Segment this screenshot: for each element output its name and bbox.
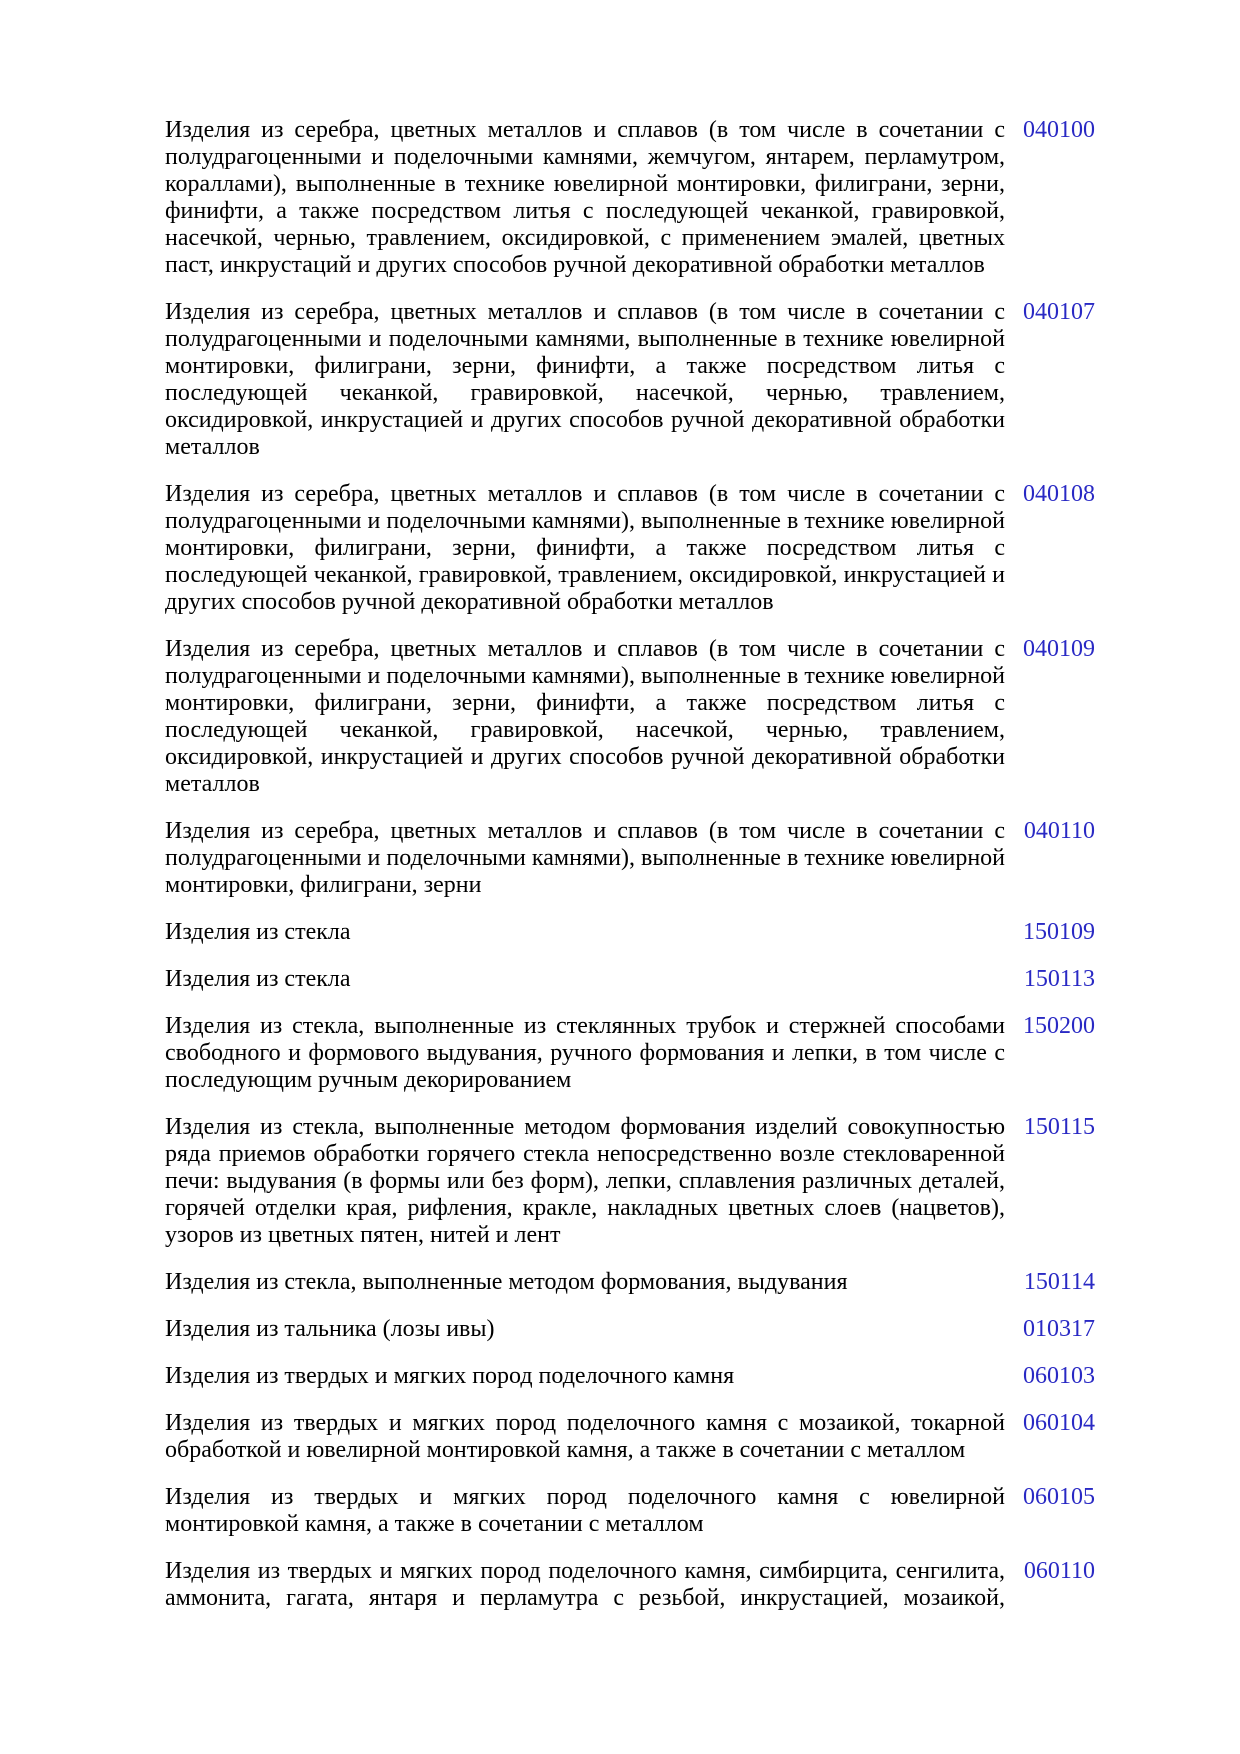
entry-code-link[interactable]: 060103 [1023, 1363, 1095, 1389]
catalog-entry [165, 1558, 1095, 1612]
catalog-entry [165, 1114, 1095, 1249]
entry-code-link[interactable]: 150115 [1023, 1114, 1095, 1140]
entry-code-link[interactable]: 040108 [1023, 481, 1095, 507]
entry-description: Изделия из твердых и мягких пород поделочного камня [165, 1363, 735, 1389]
catalog-entry [165, 818, 1095, 899]
entry-description: Изделия из стекла [165, 919, 351, 945]
entry-description: Изделия из твердых и мягких пород поделочного камня с ювелирной монтировкой камня, а также в сочетании с металлом [165, 1484, 1005, 1537]
entry-description: Изделия из твердых и мягких пород поделочного камня, симбирцита, сенгилита, аммонита, гагата, янтаря и перламутра с резьбой, инкрустацией, мозаикой, [165, 1558, 1005, 1611]
catalog-entry [165, 1316, 1095, 1343]
entry-description: Изделия из серебра, цветных металлов и сплавов (в том числе в сочетании с полудрагоценными и поделочными камнями), выполненные в технике ювелирной монтировки, филиграни, зерни, финифти, а также посредством литья с последующей чеканкой, гравировкой, насечкой, чернью, травлением, оксидировкой, инкрустацией и других способов ручной декоративной обработки металлов [165, 636, 1005, 797]
entry-code-link[interactable]: 060105 [1023, 1484, 1095, 1510]
catalog-entries-list [165, 117, 1095, 1612]
entry-code-link[interactable]: 040100 [1023, 117, 1095, 143]
catalog-entry [165, 1363, 1095, 1390]
catalog-entry [165, 1013, 1095, 1094]
catalog-entry [165, 966, 1095, 993]
catalog-entry [165, 1410, 1095, 1464]
entry-description: Изделия из стекла, выполненные из стеклянных трубок и стержней способами свободного и формового выдувания, ручного формования и лепки, в том числе с последующим ручным декорированием [165, 1013, 1005, 1093]
entry-code-link[interactable]: 150114 [1023, 1269, 1095, 1295]
entry-code-link[interactable]: 150109 [1023, 919, 1095, 945]
entry-code-link[interactable]: 040110 [1023, 818, 1095, 844]
entry-description: Изделия из серебра, цветных металлов и сплавов (в том числе в сочетании с полудрагоценными и поделочными камнями), выполненные в технике ювелирной монтировки, филиграни, зерни, финифти, а также посредством литья с последующей чеканкой, гравировкой, травлением, оксидировкой, инкрустацией и других способов ручной декоративной обработки металлов [165, 481, 1005, 615]
catalog-entry [165, 481, 1095, 616]
entry-description: Изделия из стекла [165, 966, 351, 992]
entry-code-link[interactable]: 060110 [1023, 1558, 1095, 1584]
entry-code-link[interactable]: 150200 [1023, 1013, 1095, 1039]
catalog-entry [165, 1484, 1095, 1538]
catalog-entry [165, 919, 1095, 946]
catalog-entry [165, 117, 1095, 279]
entry-description: Изделия из серебра, цветных металлов и сплавов (в том числе в сочетании с полудрагоценными и поделочными камнями, жемчугом, янтарем, перламутром, кораллами), выполненные в технике ювелирной монтировки, филиграни, зерни, финифти, а также посредством литья с последующей чеканкой, гравировкой, насечкой, чернью, травлением, оксидировкой, с применением эмалей, цветных паст, инкрустаций и других способов ручной декоративной обработки металлов [165, 117, 1005, 278]
entry-code-link[interactable]: 040107 [1023, 299, 1095, 325]
entry-description: Изделия из тальника (лозы ивы) [165, 1316, 495, 1342]
entry-description: Изделия из стекла, выполненные методом формования, выдувания [165, 1269, 848, 1295]
entry-code-link[interactable]: 010317 [1023, 1316, 1095, 1342]
entry-description: Изделия из серебра, цветных металлов и сплавов (в том числе в сочетании с полудрагоценными и поделочными камнями), выполненные в технике ювелирной монтировки, филиграни, зерни [165, 818, 1005, 898]
entry-description: Изделия из серебра, цветных металлов и сплавов (в том числе в сочетании с полудрагоценными и поделочными камнями, выполненные в технике ювелирной монтировки, филиграни, зерни, финифти, а также посредством литья с последующей чеканкой, гравировкой, насечкой, чернью, травлением, оксидировкой, инкрустацией и других способов ручной декоративной обработки металлов [165, 299, 1005, 460]
catalog-entry [165, 636, 1095, 798]
entry-code-link[interactable]: 060104 [1023, 1410, 1095, 1436]
entry-code-link[interactable]: 150113 [1023, 966, 1095, 992]
catalog-entry [165, 299, 1095, 461]
entry-code-link[interactable]: 040109 [1023, 636, 1095, 662]
catalog-entry [165, 1269, 1095, 1296]
entry-description: Изделия из стекла, выполненные методом формования изделий совокупностью ряда приемов обработки горячего стекла непосредственно возле стекловаренной печи: выдувания (в формы или без форм), лепки, сплавления различных деталей, горячей отделки края, рифления, кракле, накладных цветных слоев (нацветов), узоров из цветных пятен, нитей и лент [165, 1114, 1005, 1248]
entry-description: Изделия из твердых и мягких пород поделочного камня с мозаикой, токарной обработкой и ювелирной монтировкой камня, а также в сочетании с металлом [165, 1410, 1005, 1463]
